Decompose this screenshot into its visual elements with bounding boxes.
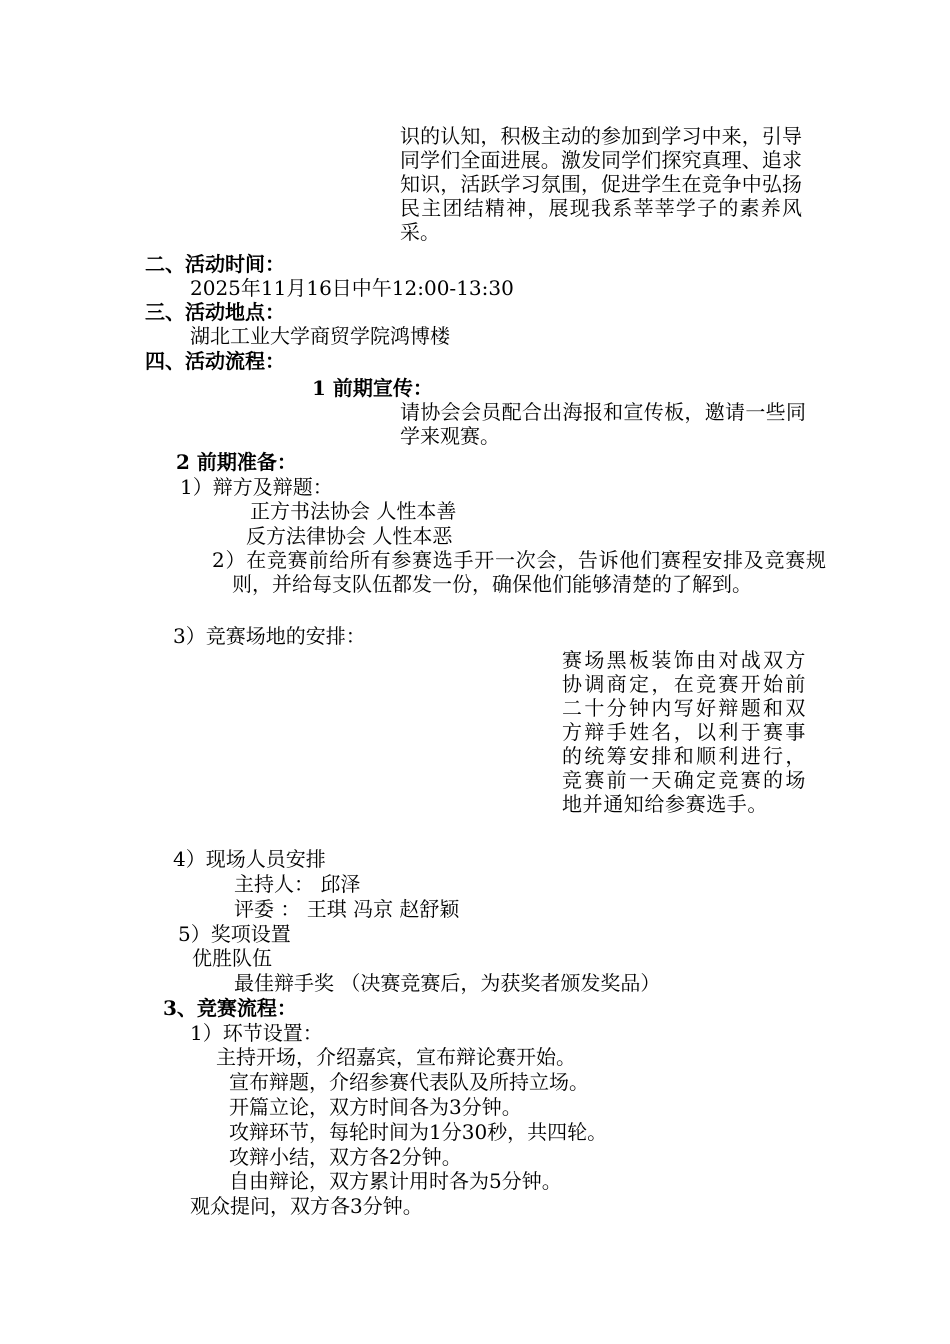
process-item: 主持开场，介绍嘉宾，宣布辩论赛开始。 xyxy=(216,1045,576,1069)
item4-label: 4）现场人员安排 xyxy=(173,847,326,871)
step3-sub-label: 1）环节设置： xyxy=(190,1021,323,1045)
item5-label: 5）奖项设置 xyxy=(178,922,291,946)
item2-paragraph: 2）在竞赛前给所有参赛选手开一次会，告诉他们赛程安排及竞赛规则，并给每支队伍都发一份，确保他们能够清楚的了解到。 xyxy=(212,548,826,596)
process-item: 宣布辩题，介绍参赛代表队及所持立场。 xyxy=(229,1070,589,1094)
process-item: 攻辩环节，每轮时间为1分30秒，共四轮。 xyxy=(229,1120,608,1144)
step3-heading: 3、竞赛流程： xyxy=(163,996,297,1020)
process-item: 攻辩小结，双方各2分钟。 xyxy=(229,1145,462,1169)
item1-label: 1）辩方及辩题： xyxy=(180,475,333,499)
process-item: 开篇立论，双方时间各为3分钟。 xyxy=(229,1095,522,1119)
step1-heading: 1 前期宣传： xyxy=(312,376,433,400)
debate-con-side: 反方法律协会 人性本恶 xyxy=(246,524,453,548)
item3-label: 3）竞赛场地的安排： xyxy=(173,624,366,648)
debate-pro-side: 正方书法协会 人性本善 xyxy=(250,499,457,523)
activity-time: 2025年11月16日中午12:00-13:30 xyxy=(190,276,514,300)
step2-heading: 2 前期准备： xyxy=(176,450,297,474)
judges-line: 评委 ： 王琪 冯京 赵舒颖 xyxy=(234,897,460,921)
section2-heading: 二、活动时间： xyxy=(145,252,285,276)
activity-location: 湖北工业大学商贸学院鸿博楼 xyxy=(190,324,450,348)
step1-content: 请协会会员配合出海报和宣传板，邀请一些同学来观赛。 xyxy=(400,400,806,448)
process-item: 观众提问，双方各3分钟。 xyxy=(190,1194,423,1218)
section3-heading: 三、活动地点： xyxy=(145,300,285,324)
process-item: 自由辩论，双方累计用时各为5分钟。 xyxy=(229,1169,562,1193)
award-winning-team: 优胜队伍 xyxy=(192,946,272,970)
item3-content: 赛场黑板装饰由对战双方协调商定，在竞赛开始前二十分钟内写好辩题和双方辩手姓名，以利于赛事的统筹安排和顺利进行，竞赛前一天确定竞赛的场地并通知给参赛选手。 xyxy=(562,648,806,816)
award-best-debater: 最佳辩手奖 （决赛竞赛后，为获奖者颁发奖品） xyxy=(234,971,661,995)
section4-heading: 四、活动流程： xyxy=(145,349,285,373)
host-line: 主持人： 邱泽 xyxy=(234,872,361,896)
intro-paragraph: 识的认知，积极主动的参加到学习中来，引导同学们全面进展。激发同学们探究真理、追求知识，活跃学习氛围，促进学生在竞争中弘扬民主团结精神，展现我系莘莘学子的素养风采。 xyxy=(400,124,802,244)
